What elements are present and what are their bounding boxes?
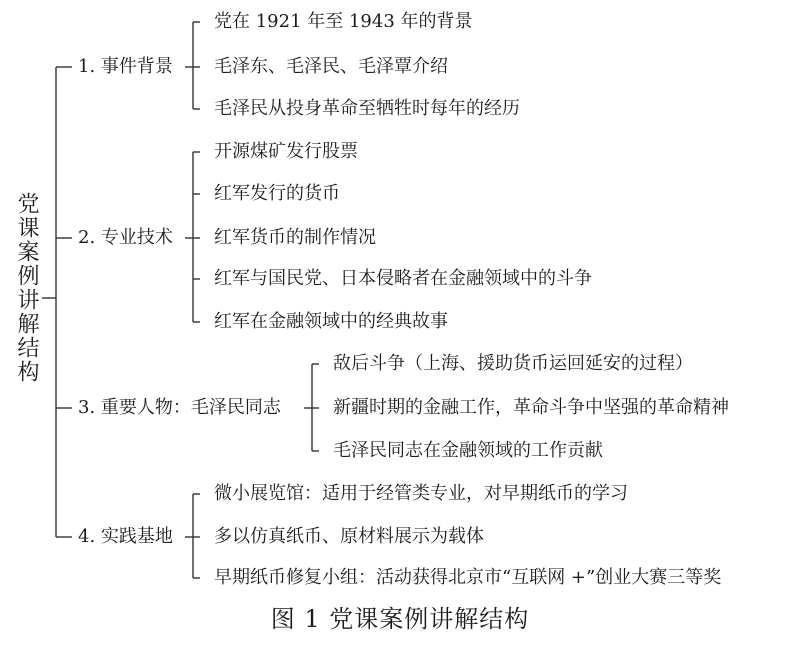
section-label: 4. 实践基地	[78, 526, 173, 547]
section-item: 开源煤矿发行股票	[214, 141, 358, 162]
section-item: 红军在金融领域中的经典故事	[214, 311, 448, 332]
section-item: 敌后斗争（上海、援助货币运回延安的过程）	[333, 353, 693, 374]
section-item: 党在 1921 年至 1943 年的背景	[214, 11, 473, 32]
section-item: 新疆时期的金融工作，革命斗争中坚强的革命精神	[333, 397, 729, 418]
section-label: 2. 专业技术	[78, 227, 173, 248]
section-item: 红军发行的货币	[214, 183, 340, 204]
root-node: 党课案例讲解结构	[14, 192, 39, 384]
section-item: 毛泽民同志在金融领域的工作贡献	[333, 440, 603, 461]
section-label: 3. 重要人物：毛泽民同志	[78, 397, 281, 418]
section-item: 微小展览馆：适用于经管类专业，对早期纸币的学习	[214, 483, 628, 504]
figure-caption: 图 1 党课案例讲解结构	[270, 605, 530, 633]
section-item: 毛泽民从投身革命至牺牲时每年的经历	[214, 98, 520, 119]
section-item: 毛泽东、毛泽民、毛泽覃介绍	[214, 56, 448, 77]
section-item: 多以仿真纸币、原材料展示为载体	[214, 526, 484, 547]
section-item: 红军货币的制作情况	[214, 227, 376, 248]
section-label: 1. 事件背景	[78, 56, 173, 77]
section-item: 红军与国民党、日本侵略者在金融领域中的斗争	[214, 268, 592, 289]
section-item: 早期纸币修复小组：活动获得北京市“互联网 +”创业大赛三等奖	[214, 567, 722, 588]
